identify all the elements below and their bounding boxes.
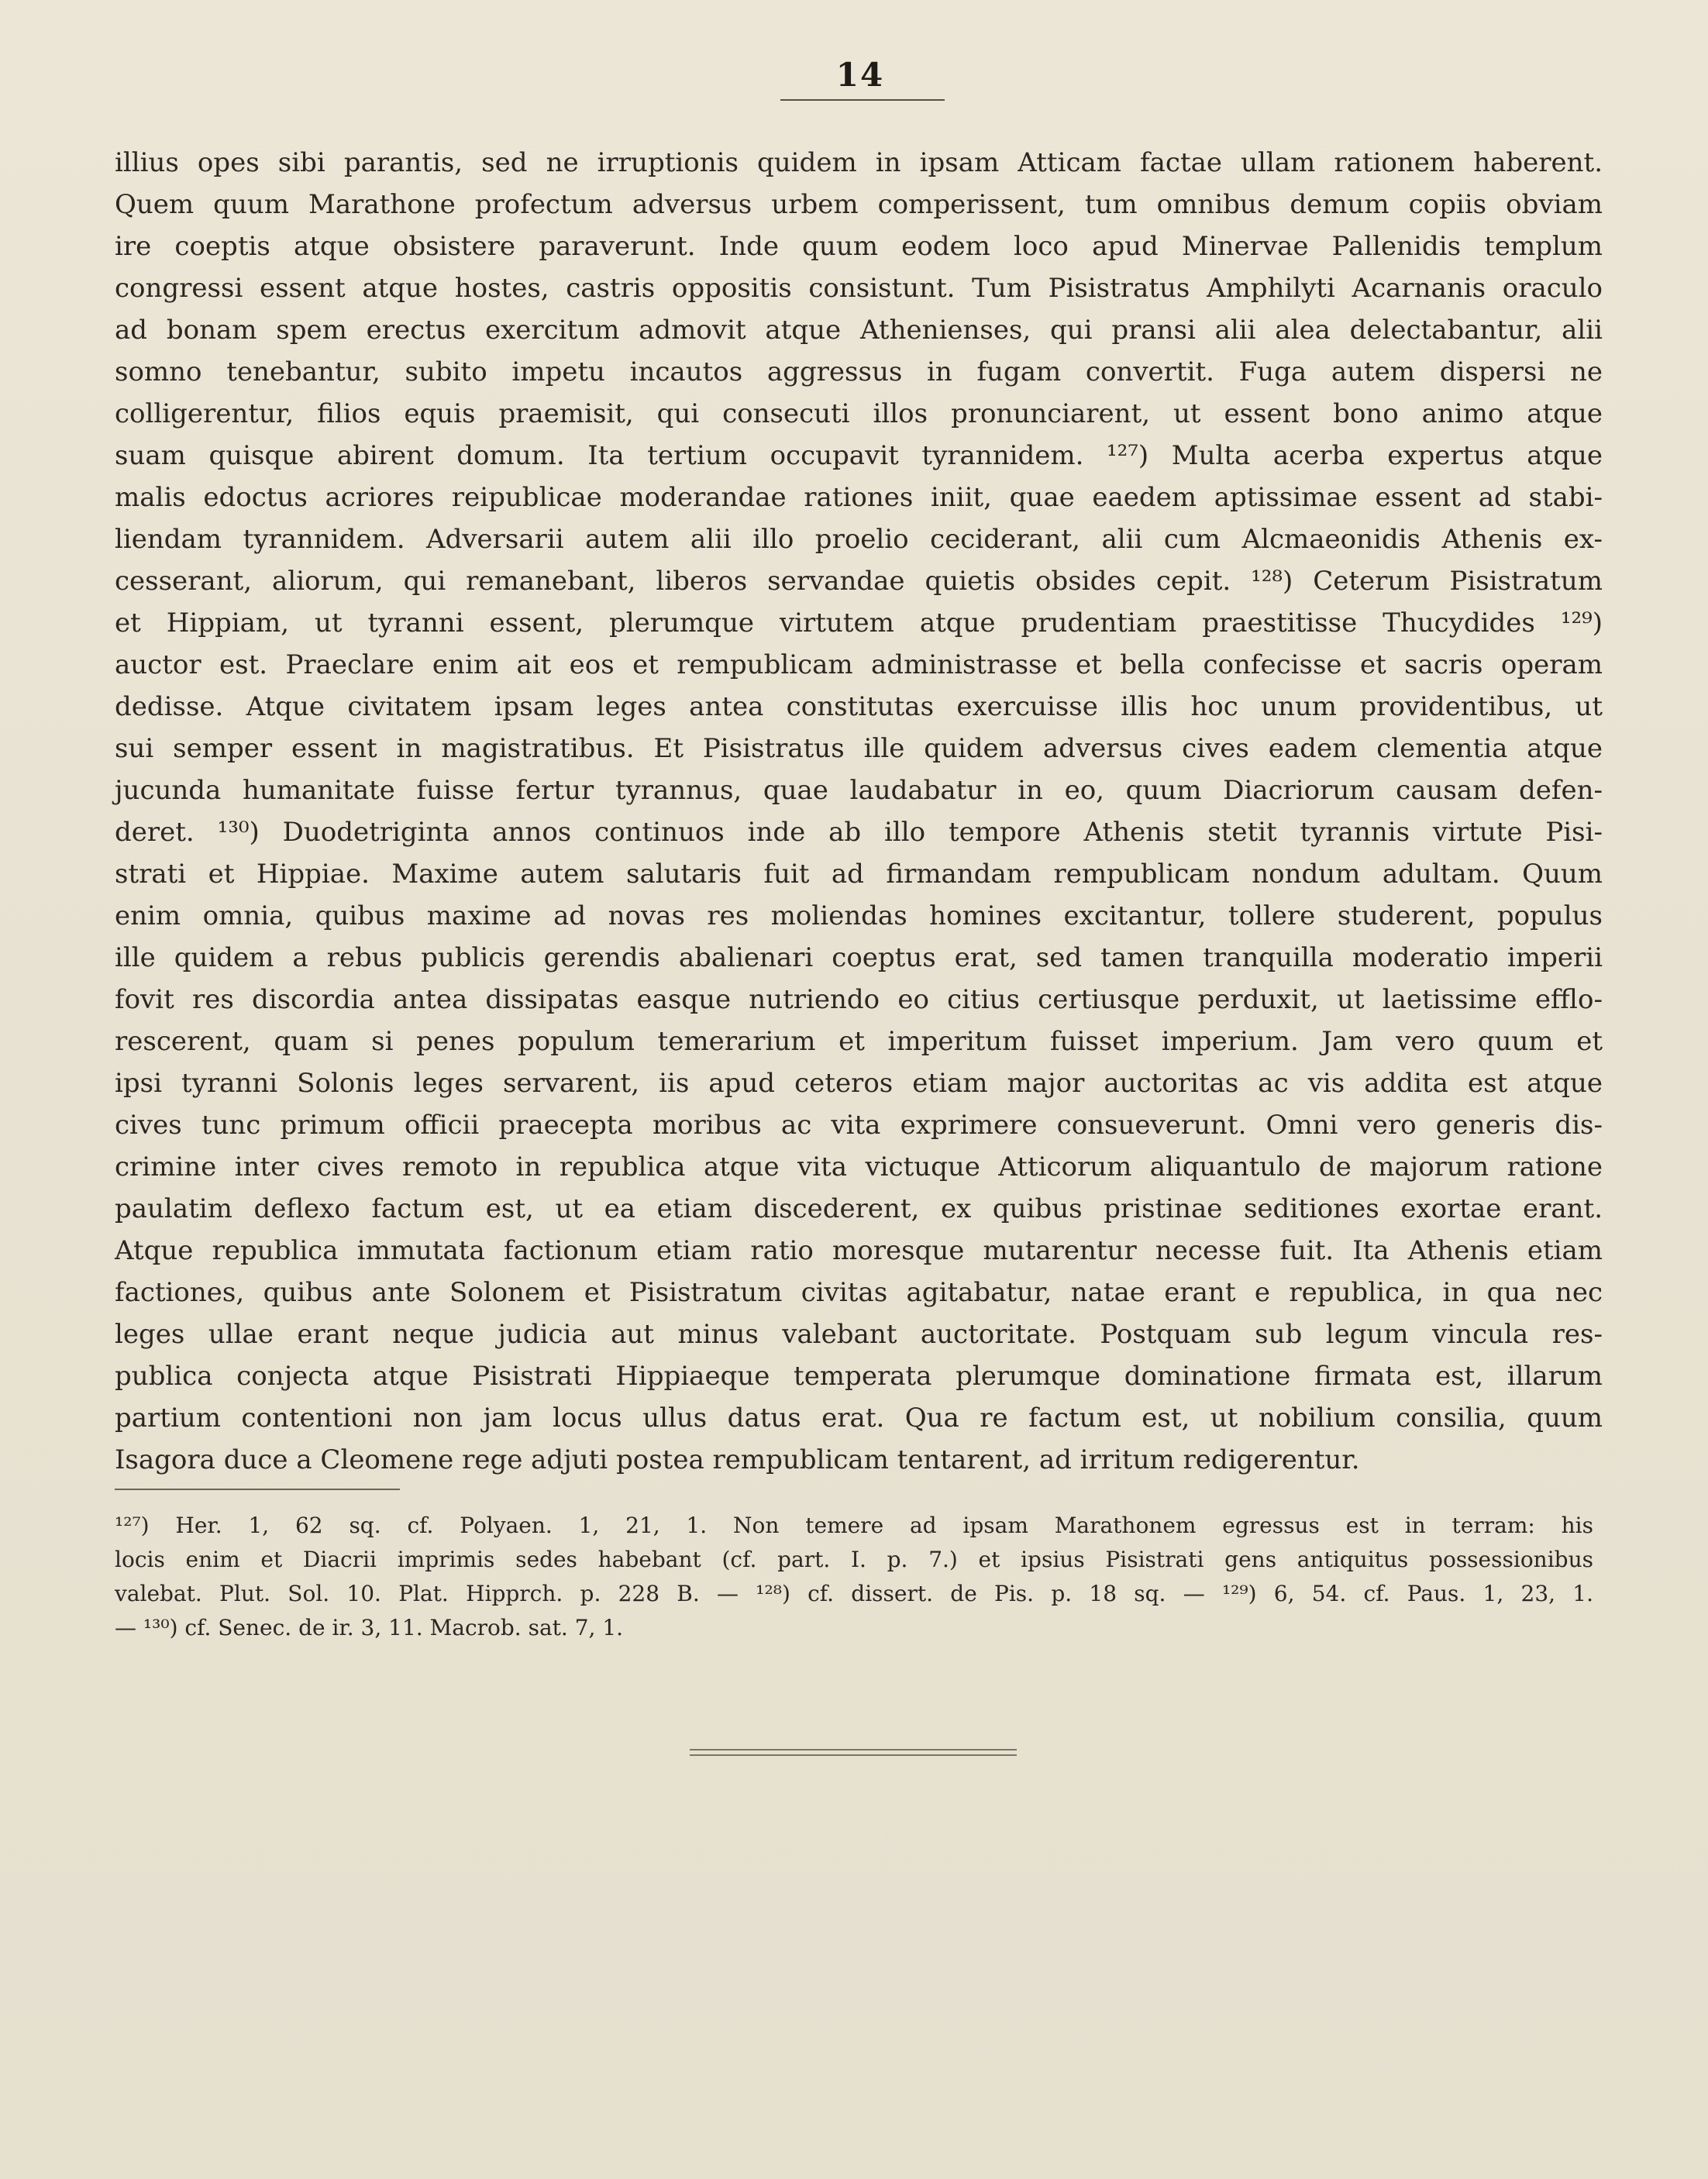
body-line: congressi essent atque hostes, castris oppositis consistunt. Tum Pisistratus Amphilyti Acarnanis oraculo	[115, 273, 1603, 304]
footnote-line: valebat. Plut. Sol. 10. Plat. Hipprch. p. 228 B. — ¹²⁸) cf. dissert. de Pis. p. 18 sq. — ¹²⁹) 6, 54. cf. Paus. 1, 23, 1.	[115, 1581, 1593, 1606]
body-line: deret. ¹³⁰) Duodetriginta annos continuos inde ab illo tempore Athenis stetit tyrannis virtute Pisi-	[115, 817, 1603, 848]
body-line: strati et Hippiae. Maxime autem salutaris fuit ad firmandam rempublicam nondum adultam. Quum	[115, 859, 1603, 890]
body-line: fovit res discordia antea dissipatas easque nutriendo eo citius certiusque perduxit, ut laetissime efflo-	[115, 984, 1603, 1015]
body-line: Quem quum Marathone profectum adversus urbem comperissent, tum omnibus demum copiis obviam	[115, 189, 1603, 220]
body-line: ille quidem a rebus publicis gerendis abalienari coeptus erat, sed tamen tranquilla moderatio imperii	[115, 942, 1603, 973]
body-line: ire coeptis atque obsistere paraverunt. Inde quum eodem loco apud Minervae Pallenidis templum	[115, 231, 1603, 262]
footnote-line: locis enim et Diacrii imprimis sedes habebant (cf. part. I. p. 7.) et ipsius Pisistrati gens antiquitus possessionibus	[115, 1547, 1593, 1572]
body-line: auctor est. Praeclare enim ait eos et rempublicam administrasse et bella confecisse et sacris operam	[115, 649, 1603, 680]
body-line: dedisse. Atque civitatem ipsam leges antea constitutas exercuisse illis hoc unum providentibus, ut	[115, 691, 1603, 722]
body-line: enim omnia, quibus maxime ad novas res moliendas homines excitantur, tollere studerent, populus	[115, 900, 1603, 931]
body-line: illius opes sibi parantis, sed ne irruptionis quidem in ipsam Atticam factae ullam rationem haberent.	[115, 147, 1603, 178]
footnote-line: — ¹³⁰) cf. Senec. de ir. 3, 11. Macrob. sat. 7, 1.	[115, 1615, 624, 1640]
body-line: colligerentur, filios equis praemisit, qui consecuti illos pronunciarent, ut essent bono animo atque	[115, 398, 1603, 429]
body-line: Atque republica immutata factionum etiam ratio moresque mutarentur necesse fuit. Ita Athenis etiam	[115, 1235, 1603, 1266]
body-line: paulatim deflexo factum est, ut ea etiam discederent, ex quibus pristinae seditiones exortae erant.	[115, 1193, 1603, 1224]
body-line: cesserant, aliorum, qui remanebant, liberos servandae quietis obsides cepit. ¹²⁸) Ceterum Pisistratum	[115, 566, 1603, 597]
body-line: malis edoctus acriores reipublicae moderandae rationes iniit, quae eaedem aptissimae essent ad stabi-	[115, 482, 1603, 513]
page-number: 14	[835, 56, 885, 94]
footnote-line: ¹²⁷) Her. 1, 62 sq. cf. Polyaen. 1, 21, 1. Non temere ad ipsam Marathonem egressus est in terram: his	[115, 1513, 1593, 1538]
body-line: ad bonam spem erectus exercitum admovit atque Athenienses, qui pransi alii alea delectabantur, alii	[115, 315, 1603, 346]
body-line: jucunda humanitate fuisse fertur tyrannus, quae laudabatur in eo, quum Diacriorum causam defen-	[115, 775, 1603, 806]
body-line: liendam tyrannidem. Adversarii autem alii illo proelio ceciderant, alii cum Alcmaeonidis Athenis ex-	[115, 524, 1603, 555]
end-rule	[690, 1754, 1017, 1756]
body-line: Isagora duce a Cleomene rege adjuti postea rempublicam tentarent, ad irritum redigerentur.	[115, 1444, 1360, 1475]
body-line: somno tenebantur, subito impetu incautos aggressus in fugam convertit. Fuga autem dispersi ne	[115, 356, 1603, 387]
footnote-rule	[115, 1489, 400, 1490]
body-line: leges ullae erant neque judicia aut minus valebant auctoritate. Postquam sub legum vincula res-	[115, 1319, 1603, 1350]
body-line: ipsi tyranni Solonis leges servarent, iis apud ceteros etiam major auctoritas ac vis addita est atque	[115, 1068, 1603, 1099]
footnotes	[115, 1509, 1593, 1645]
body-line: partium contentioni non jam locus ullus datus erat. Qua re factum est, ut nobilium consilia, quum	[115, 1403, 1603, 1434]
body-text	[115, 142, 1603, 1481]
body-line: crimine inter cives remoto in republica atque vita victuque Atticorum aliquantulo de majorum ratione	[115, 1151, 1603, 1182]
body-line: publica conjecta atque Pisistrati Hippiaeque temperata plerumque dominatione firmata est, illarum	[115, 1361, 1603, 1392]
body-line: et Hippiam, ut tyranni essent, plerumque virtutem atque prudentiam praestitisse Thucydides ¹²⁹)	[115, 608, 1603, 639]
end-rule	[690, 1749, 1017, 1750]
body-line: sui semper essent in magistratibus. Et Pisistratus ille quidem adversus cives eadem clementia atque	[115, 733, 1603, 764]
body-line: factiones, quibus ante Solonem et Pisistratum civitas agitabatur, natae erant e republica, in qua nec	[115, 1277, 1603, 1308]
body-line: rescerent, quam si penes populum temerarium et imperitum fuisset imperium. Jam vero quum et	[115, 1026, 1603, 1057]
body-line: suam quisque abirent domum. Ita tertium occupavit tyrannidem. ¹²⁷) Multa acerba expertus atque	[115, 440, 1603, 471]
header-rule	[780, 99, 945, 101]
body-line: cives tunc primum officii praecepta moribus ac vita exprimere consueverunt. Omni vero generis dis-	[115, 1110, 1603, 1141]
